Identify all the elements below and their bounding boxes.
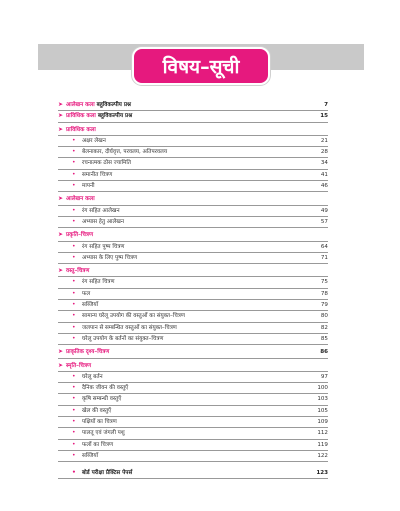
bullet-icon: • <box>72 301 76 309</box>
toc-entry[interactable] <box>58 254 328 262</box>
divider <box>58 333 328 334</box>
toc-top-row-subject: प्राविधिक कला <box>66 113 96 120</box>
toc-section-heading[interactable] <box>58 126 328 134</box>
bullet-icon: • <box>72 395 76 403</box>
toc-page-number: 123 <box>316 469 328 476</box>
section-title: प्राविधिक कला <box>66 126 96 133</box>
toc-page-number: 21 <box>320 137 328 144</box>
toc-entry[interactable] <box>58 312 328 320</box>
toc-page-number: 75 <box>320 279 328 286</box>
bullet-icon: • <box>72 372 76 380</box>
toc-entry-label: समानीत चित्रण <box>82 171 113 178</box>
toc-entry-label: रंग सहित पुष्प चित्रण <box>82 243 125 250</box>
divider <box>58 276 328 277</box>
toc-entry[interactable] <box>58 148 328 156</box>
toc-page-number: 79 <box>320 302 328 309</box>
toc-page-number: 112 <box>317 430 328 437</box>
toc-entry-label: दैनिक जीवन की वस्तुएँ <box>82 385 129 392</box>
toc-entry-label: अक्षर लेखन <box>82 137 106 144</box>
toc-page-number: 15 <box>320 113 328 120</box>
toc-entry[interactable] <box>58 243 328 251</box>
toc-entry-label: पक्षियों का चित्रण <box>82 419 117 426</box>
divider <box>58 216 328 217</box>
toc-entry-label: कृषि सम्बन्धी वस्तुएँ <box>82 396 122 403</box>
toc-page-number: 97 <box>320 373 328 380</box>
divider <box>58 263 328 264</box>
toc-page-number: 100 <box>317 385 328 392</box>
toc-top-row-label <box>66 112 304 120</box>
divider <box>58 180 328 181</box>
bullet-icon: • <box>72 170 76 178</box>
divider <box>58 344 328 345</box>
toc-entry-label: खेल की वस्तुएँ <box>82 407 112 414</box>
toc-page-number: 78 <box>320 290 328 297</box>
divider <box>58 450 328 451</box>
divider <box>58 191 328 192</box>
bullet-icon: • <box>72 242 76 250</box>
toc-page-number: 122 <box>317 452 328 459</box>
divider <box>58 416 328 417</box>
divider <box>58 252 328 253</box>
toc-section-heading[interactable] <box>58 362 328 370</box>
bullet-icon: • <box>72 323 76 331</box>
toc-page-number: 28 <box>320 149 328 156</box>
arrow-bullet-icon: ➤ <box>58 195 64 203</box>
toc-entry-label: घरेलू उपयोग के बर्तनों का संयुक्त–चित्रण <box>82 335 164 342</box>
toc-section-heading[interactable] <box>58 267 328 275</box>
divider <box>58 405 328 406</box>
toc-page-number: 7 <box>324 102 328 108</box>
toc-section-heading[interactable] <box>58 231 328 239</box>
divider <box>58 299 328 300</box>
bullet-icon: • <box>72 451 76 459</box>
arrow-bullet-icon: ➤ <box>58 112 64 120</box>
section-title: आलेखन कला <box>66 196 95 203</box>
bullet-icon: • <box>72 406 76 414</box>
bullet-icon: • <box>72 159 76 167</box>
toc-entry[interactable] <box>58 373 328 381</box>
divider <box>58 205 328 206</box>
toc-section <box>58 348 328 358</box>
arrow-bullet-icon: ➤ <box>58 348 64 356</box>
toc-section <box>58 195 328 228</box>
toc-entry[interactable] <box>58 441 328 449</box>
toc-entry[interactable] <box>58 452 328 460</box>
arrow-bullet-icon: ➤ <box>58 101 64 108</box>
bullet-icon: • <box>72 440 76 448</box>
toc-page-number: 103 <box>317 396 328 403</box>
toc-page-number: 57 <box>320 218 328 225</box>
divider <box>58 478 328 479</box>
section-title: स्मृति–चित्रण <box>66 362 92 369</box>
toc-entry-label: घरेलू बर्तन <box>82 373 103 380</box>
toc-entry-label: सब्जियाँ <box>82 452 99 459</box>
divider <box>58 157 328 158</box>
divider <box>58 288 328 289</box>
toc-entry[interactable] <box>58 278 328 286</box>
divider <box>58 322 328 323</box>
toc-section <box>58 126 328 193</box>
toc-page-number: 86 <box>320 349 328 356</box>
toc-entry-label: सामान्य घरेलू उपयोग की वस्तुओं का संयुक्त–चित्रण <box>82 313 185 320</box>
toc-page-number: 46 <box>320 183 328 190</box>
toc-entry[interactable] <box>58 335 328 343</box>
page-title: विषय–सूची <box>132 47 270 85</box>
divider <box>58 110 328 111</box>
toc-top-row-type: बहुविकल्पीय प्रश्न <box>94 102 132 108</box>
bullet-icon: • <box>72 217 76 225</box>
toc-entry-label: सब्जियाँ <box>82 302 99 309</box>
divider <box>58 241 328 242</box>
toc-entry[interactable] <box>58 182 328 190</box>
toc-entry[interactable] <box>58 171 328 179</box>
toc-section <box>58 362 328 463</box>
arrow-bullet-icon: ➤ <box>58 125 64 133</box>
toc-entry-label: फल <box>82 290 91 297</box>
bullet-icon: • <box>72 418 76 426</box>
bullet-icon: • <box>72 278 76 286</box>
toc-top-row-type: बहुविकल्पीय प्रश्न <box>95 113 133 120</box>
bullet-icon: • <box>72 206 76 214</box>
toc-page-number: 41 <box>320 171 328 178</box>
toc-page-number: 34 <box>320 160 328 167</box>
divider <box>58 382 328 383</box>
arrow-bullet-icon: ➤ <box>58 361 64 369</box>
divider <box>58 135 328 136</box>
bullet-icon: • <box>72 384 76 392</box>
toc-entry[interactable] <box>58 301 328 309</box>
divider <box>58 427 328 428</box>
toc-top-row[interactable] <box>58 112 328 120</box>
divider <box>58 371 328 372</box>
toc-page-number: 119 <box>317 441 328 448</box>
toc-page-number: 49 <box>320 207 328 214</box>
table-of-contents <box>58 101 328 480</box>
divider <box>58 122 328 123</box>
toc-page-number: 64 <box>320 243 328 250</box>
divider <box>58 393 328 394</box>
arrow-bullet-icon: ➤ <box>58 231 64 239</box>
section-title: वस्तु–चित्रण <box>66 268 90 275</box>
bullet-icon: • <box>72 253 76 261</box>
bullet-icon: • <box>72 148 76 156</box>
toc-section <box>58 267 328 345</box>
toc-entry[interactable] <box>58 395 328 403</box>
divider <box>58 310 328 311</box>
toc-entry[interactable] <box>58 159 328 167</box>
bullet-icon: • <box>72 182 76 190</box>
arrow-bullet-icon: ➤ <box>58 267 64 275</box>
toc-entry-label: रंग सहित चित्रण <box>82 279 115 286</box>
bullet-icon: • <box>72 429 76 437</box>
toc-final-entry[interactable] <box>58 468 328 477</box>
toc-entry-label: अभ्यास के लिए पुष्प चित्रण <box>82 254 138 261</box>
toc-entry[interactable] <box>58 324 328 332</box>
toc-section <box>58 231 328 264</box>
bullet-icon: • <box>72 289 76 297</box>
toc-entry[interactable] <box>58 137 328 145</box>
toc-top-row-label <box>66 101 304 109</box>
divider <box>58 461 328 462</box>
bullet-icon: • <box>72 334 76 342</box>
bullet-icon: • <box>72 136 76 144</box>
section-title: प्रकृति–चित्रण <box>66 232 94 239</box>
divider <box>58 169 328 170</box>
toc-entry-label: पालतू एवं जंगली पशु <box>82 430 125 437</box>
toc-page-number: 82 <box>320 324 328 331</box>
bullet-icon: • <box>72 468 76 476</box>
toc-entry[interactable] <box>58 207 328 215</box>
toc-entry[interactable] <box>58 429 328 437</box>
toc-entry[interactable] <box>58 407 328 415</box>
toc-entry[interactable] <box>58 384 328 392</box>
toc-entry-label: रचनात्मक ठोस ज्यामिति <box>82 160 131 167</box>
divider <box>58 227 328 228</box>
toc-page-number: 80 <box>320 313 328 320</box>
divider <box>58 358 328 359</box>
toc-entry[interactable] <box>58 218 328 226</box>
toc-entry-label: मापनी <box>82 183 95 190</box>
toc-entry-label: फलों का चित्रण <box>82 441 113 448</box>
toc-page-number: 109 <box>317 419 328 426</box>
divider <box>58 439 328 440</box>
toc-entry-label: बेलनाकार, दीर्घवृत्त, परवलय, अतिपरवलय <box>82 149 168 156</box>
toc-page-number: 85 <box>320 335 328 342</box>
toc-entry-label: अभ्यास हेतु आलेखन <box>82 218 124 225</box>
toc-entry[interactable] <box>58 418 328 426</box>
toc-entry-label: रंग सहित आलेखन <box>82 207 120 214</box>
section-title: प्राकृतिक दृश्य–चित्रण <box>66 349 110 356</box>
bullet-icon: • <box>72 312 76 320</box>
toc-top-row[interactable] <box>58 101 328 109</box>
toc-entry-label: जलपान से सम्बन्धित वस्तुओं का संयुक्त–चित्रण <box>82 324 177 331</box>
toc-page-number: 71 <box>320 254 328 261</box>
toc-section-heading[interactable] <box>58 348 328 356</box>
toc-top-row-subject: आलेखन कला <box>66 102 95 108</box>
divider <box>58 146 328 147</box>
toc-section-heading[interactable] <box>58 195 328 203</box>
toc-page-number: 105 <box>317 407 328 414</box>
toc-entry[interactable] <box>58 290 328 298</box>
toc-entry-label: बोर्ड परीक्षा प्रैक्टिस पेपर्स <box>82 469 133 476</box>
